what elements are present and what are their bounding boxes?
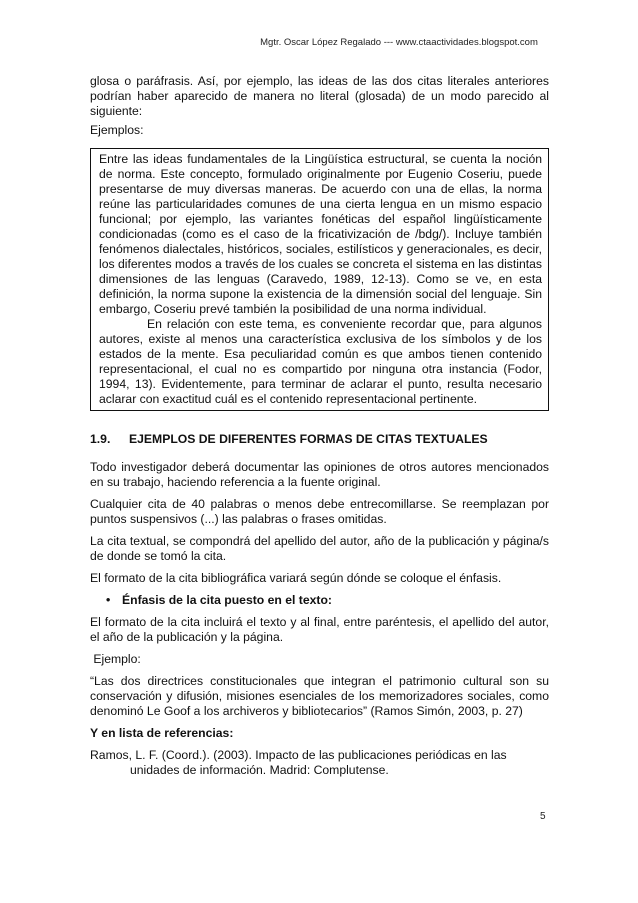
example-label: Ejemplo: [90,652,141,666]
section-heading [90,432,549,447]
examples-label: Ejemplos: [90,123,144,137]
paragraph-investigador: Todo investigador deberá documentar las opiniones de otros autores mencionados en su trabajo, haciendo referencia a la fuente original. [90,460,549,489]
paragraph-formato-cita: El formato de la cita incluirá el texto y al final, entre paréntesis, el apellido del autor, el año de la publicación y la página. [90,615,549,644]
quote-paragraph-2: En relación con este tema, es conveniente recordar que, para algunos autores, existe al menos una característica exclusiva de los símbolos y de los estados de la mente. Esa peculiaridad común es que ambos tienen contenido representacional, el cual no es compartido por ninguna otra instancia (Fodor, 1994, 13). Evidentemente, para terminar de aclarar el punto, resulta necesario aclarar con exactitud cuál es el contenido representacional pertinente. [99,317,542,406]
bullet-text: Énfasis de la cita puesto en el texto: [122,593,332,607]
reference-entry: Ramos, L. F. (Coord.). (2003). Impacto de las publicaciones periódicas en las unidades de información. Madrid: Complutense. [90,748,507,777]
intro-paragraph: glosa o paráfrasis. Así, por ejemplo, las ideas de las dos citas literales anteriores podrían haber aparecido de manera no literal (glosada) de un modo parecido al siguiente: [90,74,549,118]
quote-box [90,148,549,411]
paragraph-cuarenta-palabras: Cualquier cita de 40 palabras o menos debe entrecomillarse. Se reemplazan por puntos suspensivos (...) las palabras o frases omitidas. [90,497,549,526]
quote-paragraph-1: Entre las ideas fundamentales de la Lingüística estructural, se cuenta la noción de norma. Este concepto, formulado originalmente por Eugenio Coseriu, puede presentarse de muy diversas maneras. De acuerdo con una de ellas, la norma reúne las particularidades comunes de una cierta lengua en un mismo espacio funcional; por ejemplo, las variantes fonéticas del español lingüísticamente condicionadas (como es el caso de la fricativización de /bdg/). Incluye también fenómenos dialectales, históricos, sociales, estilísticos y generacionales, es decir, los diferentes modos a través de los cuales se concreta el sistema en las distintas dimensiones de las lenguas (Caravedo, 1989, 12-13). Como se ve, en esta definición, la norma supone la existencia de la dimensión social del lenguaje. Sin embargo, Coseriu prevé también la posibilidad de una norma individual. [99,152,542,316]
page-header [0,37,638,48]
paragraph-formato-variara: El formato de la cita bibliográfica variará según dónde se coloque el énfasis. [90,571,502,585]
section-title: EJEMPLOS DE DIFERENTES FORMAS DE CITAS TEXTUALES [129,432,488,446]
bullet-icon: • [106,593,111,607]
header-text: Mgtr. Oscar López Regalado --- www.ctaactividades.blogspot.com [260,37,538,48]
page-body [90,74,549,785]
section-number: 1.9. [90,432,111,446]
bullet-item [106,593,549,608]
paragraph-cita-textual: La cita textual, se compondrá del apellido del autor, año de la publicación y página/s de donde se tomó la cita. [90,534,549,563]
page-number: 5 [540,811,546,822]
example-quote: “Las dos directrices constitucionales que integran el patrimonio cultural son su conservación y difusión, misiones esenciales de los memorizadores sociales, como denominó Le Goof a los archiveros y bibliotecarios” (Ramos Simón, 2003, p. 27) [90,674,549,718]
references-heading: Y en lista de referencias: [90,726,234,740]
